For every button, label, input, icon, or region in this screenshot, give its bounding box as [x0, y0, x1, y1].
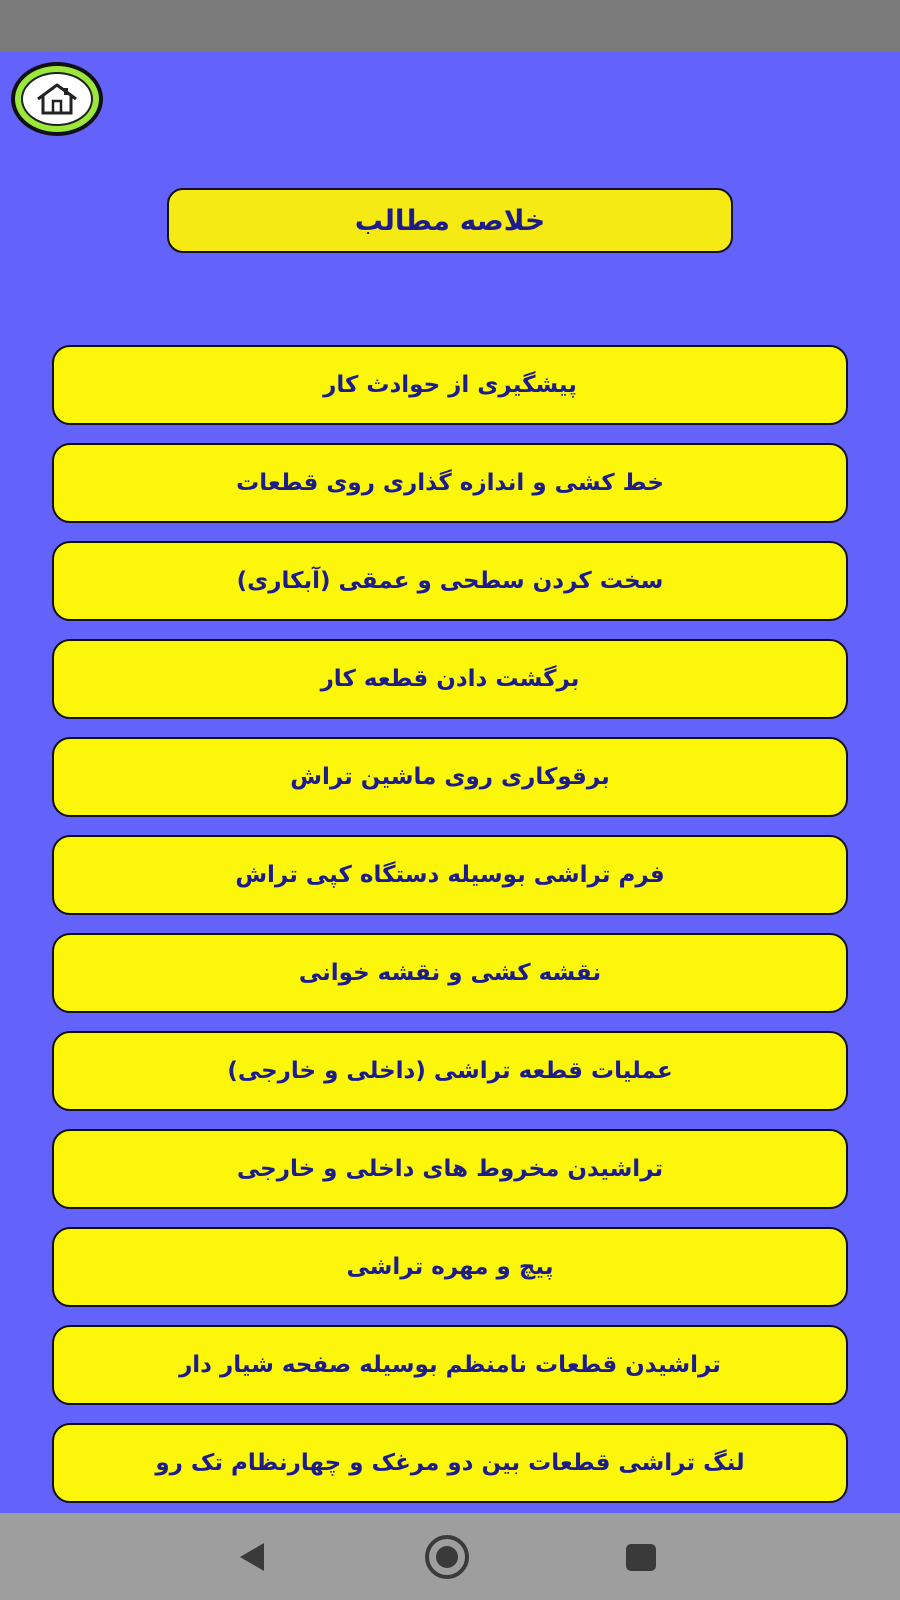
menu-item-crank-turning[interactable] — [52, 1423, 848, 1503]
menu-item-drawing-reading[interactable] — [52, 933, 848, 1013]
menu-item-label: پیچ و مهره تراشی — [346, 1254, 554, 1280]
menu-item-part-turning[interactable] — [52, 1031, 848, 1111]
menu-item-label: فرم تراشی بوسیله دستگاه کپی تراش — [235, 862, 665, 888]
nav-home-button[interactable] — [417, 1533, 477, 1581]
menu-item-irregular-parts[interactable] — [52, 1325, 848, 1405]
status-bar — [0, 0, 900, 52]
page-title: خلاصه مطالب — [354, 204, 546, 237]
page-title-box — [167, 188, 733, 253]
menu-item-label: برقوکاری روی ماشین تراش — [290, 764, 610, 790]
menu-item-label: خط کشی و اندازه گذاری روی قطعات — [236, 470, 664, 496]
menu-item-accident-prevention[interactable] — [52, 345, 848, 425]
menu-item-label: عملیات قطعه تراشی (داخلی و خارجی) — [227, 1058, 673, 1084]
menu-item-copy-turning[interactable] — [52, 835, 848, 915]
menu-item-label: لنگ تراشی قطعات بین دو مرغک و چهارنظام تک رو — [155, 1450, 745, 1476]
system-nav-bar — [0, 1513, 900, 1600]
menu-item-marking-measuring[interactable] — [52, 443, 848, 523]
home-button-inner — [21, 72, 93, 126]
menu-item-label: پیشگیری از حوادث کار — [323, 372, 577, 398]
back-triangle-icon — [234, 1539, 270, 1575]
menu-item-label: تراشیدن قطعات نامنظم بوسیله صفحه شیار دار — [179, 1352, 721, 1378]
recents-square-icon — [623, 1539, 659, 1575]
topic-menu-list — [52, 345, 848, 1521]
menu-item-hardening[interactable] — [52, 541, 848, 621]
menu-item-thread-cutting[interactable] — [52, 1227, 848, 1307]
home-button[interactable] — [11, 62, 103, 136]
menu-item-taper-turning[interactable] — [52, 1129, 848, 1209]
menu-item-turning-workpiece[interactable] — [52, 639, 848, 719]
home-button-ring — [15, 66, 99, 132]
menu-item-label: سخت کردن سطحی و عمقی (آبکاری) — [236, 568, 664, 594]
home-circle-icon — [423, 1533, 471, 1581]
menu-item-label: برگشت دادن قطعه کار — [320, 666, 580, 692]
menu-item-label: تراشیدن مخروط های داخلی و خارجی — [236, 1156, 664, 1182]
menu-item-label: نقشه کشی و نقشه خوانی — [298, 960, 602, 986]
nav-recents-button[interactable] — [611, 1533, 671, 1581]
nav-back-button[interactable] — [222, 1533, 282, 1581]
main-content — [0, 52, 900, 1513]
house-icon — [34, 82, 80, 116]
menu-item-reaming[interactable] — [52, 737, 848, 817]
